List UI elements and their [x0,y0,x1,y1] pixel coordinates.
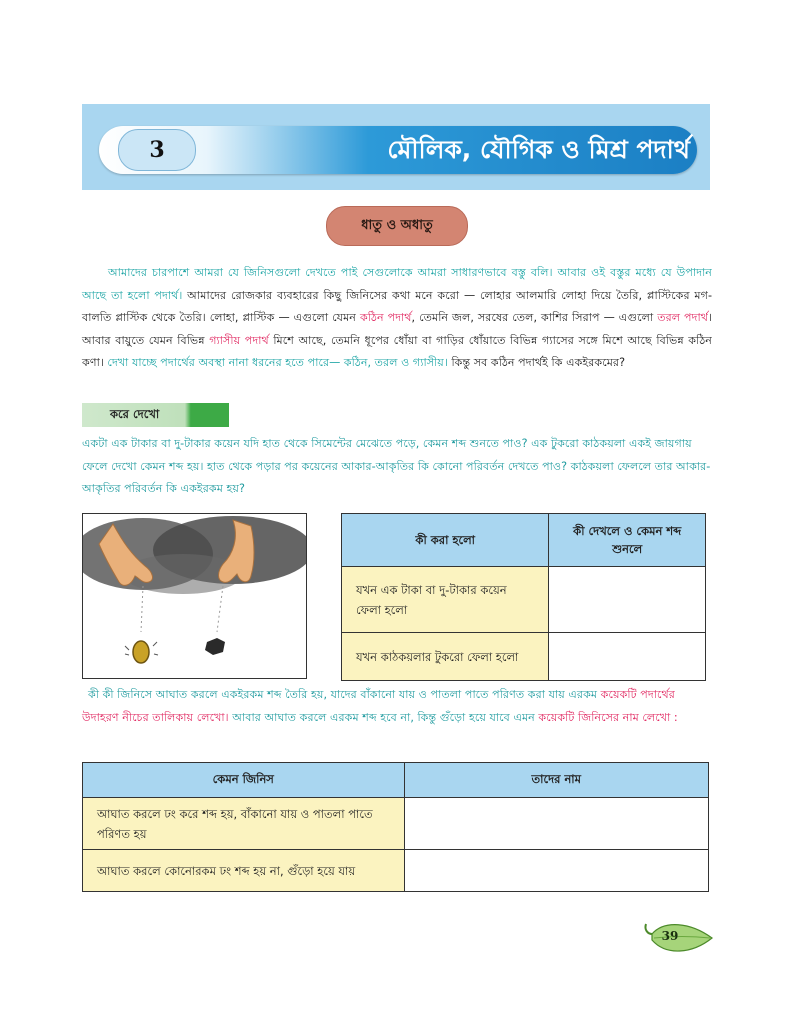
intro-sentence-2: আমাদের রোজকার ব্যবহারের কিছু জিনিসের কথা মনে করো — লোহার আলমারি লোহা দিয়ে তৈরি, প্লাস্টিকের মগ-বালতি প্লাস্টিক থেকে তৈরি। লোহা, প্লাস্টিক — এগুলো যেমন [82,288,713,324]
intro-sentence-1: আমাদের চারপাশে আমরা যে জিনিসগুলো দেখতে পাই সেগুলোকে আমরা সাধারণভাবে বস্তু বলি। আবার ওই বস্তুর মধ্যে যে উপাদান আছে তা হলো পদার্থ। [82,266,712,302]
coin-icon [133,641,149,663]
term-gas: গ্যাসীয় পদার্থ [209,333,269,347]
table-header-row [83,763,709,798]
column-header: কী দেখলে ও কেমন শব্দ শুনলে [549,514,706,567]
intro-sentence-7: কিন্তু সব কঠিন পদার্থই কি একইরকমের? [447,356,626,369]
hands-dropping-illustration [83,514,307,679]
intro-sentence-6: দেখা যাচ্ছে পদার্থের অবস্থা নানা ধরনের হতে পারে— কঠিন, তরল ও গ্যাসীয়। [107,356,448,369]
answer-cell[interactable] [404,850,708,892]
table-row [83,850,709,892]
table-header-row [342,514,706,567]
chapter-number: 3 [118,129,196,171]
column-header: তাদের নাম [404,763,708,798]
row-label: আঘাত করলে ঢং করে শব্দ হয়, বাঁকানো যায় ও পাতলা পাতে পরিণত হয় [83,798,405,850]
answer-cell[interactable] [549,633,706,681]
intro-sentence-3: , তেমনি জল, সরষের তেল, কাশির সিরাপ — এগুলো [411,311,658,324]
activity-label: করে দেখো [82,403,229,427]
table-row [342,633,706,681]
answer-cell[interactable] [404,798,708,850]
observation-table [341,513,706,681]
intro-sentence-4: । আবার বায়ুতে যেমন বিভিন্ন [82,311,713,347]
row-label: আঘাত করলে কোনোরকম ঢং শব্দ হয় না, গুঁড়ো হয়ে যায় [83,850,405,892]
answer-cell[interactable] [549,567,706,633]
term-solid: কঠিন পদার্থ [359,311,412,324]
term-liquid: তরল পদার্থ [657,311,708,324]
column-header: কেমন জিনিস [83,763,405,798]
row-label: যখন এক টাকা বা দু-টাকার কয়েন ফেলা হলো [342,567,549,633]
task-part-4: কয়েকটি জিনিসের নাম লেখো : [538,710,678,724]
table-row [83,798,709,850]
task-part-1: কী কী জিনিসে আঘাত করলে একইরকম শব্দ তৈরি হয়, যাদের বাঁকানো যায় ও পাতলা পাতে পরিণত করা যায় এরকম [88,688,601,701]
chapter-title: মৌলিক, যৌগিক ও মিশ্র পদার্থ [387,134,690,164]
task-part-3: আবার আঘাত করলে এরকম শব্দ হবে না, কিন্তু গুঁড়ো হয়ে যাবে এমন [228,710,539,724]
page-number: 39 [661,929,679,943]
intro-paragraph [82,262,712,375]
section-heading: ধাতু ও অধাতু [326,206,468,246]
activity-question: একটা এক টাকার বা দু-টাকার কয়েন যদি হাত থেকে সিমেন্টের মেঝেতে পড়ে, কেমন শব্দ শুনতে পাও? এক টুকরো কাঠকয়লা একই জায়গায় ফেলে দেখো কেমন শব্দ হয়। হাত থেকে পড়ার পর কয়েনের আকার-আকৃতির কি কোনো পরিবর্তন দেখতে পাও? কাঠকয়লা ফেললে তার আকার-আকৃতির পরিবর্তন কি একইরকম হয়? [82,437,711,495]
task-instruction [82,684,714,729]
charcoal-icon [205,638,225,655]
intro-sentence-5: মিশে আছে, তেমনি ধূপের ধোঁয়া বা গাড়ির ধোঁয়াতে বিভিন্ন গ্যাসের সঙ্গে মিশে আছে বিভিন্ন কঠিন কণা। [82,333,712,369]
row-label: যখন কাঠকয়লার টুকরো ফেলা হলো [342,633,549,681]
column-header: কী করা হলো [342,514,549,567]
classification-table [82,762,709,892]
table-row [342,567,706,633]
coin-charcoal-illustration [82,513,307,679]
task-part-2: কয়েকটি পদার্থের উদাহরণ নীচের তালিকায় লেখো। [82,688,675,724]
